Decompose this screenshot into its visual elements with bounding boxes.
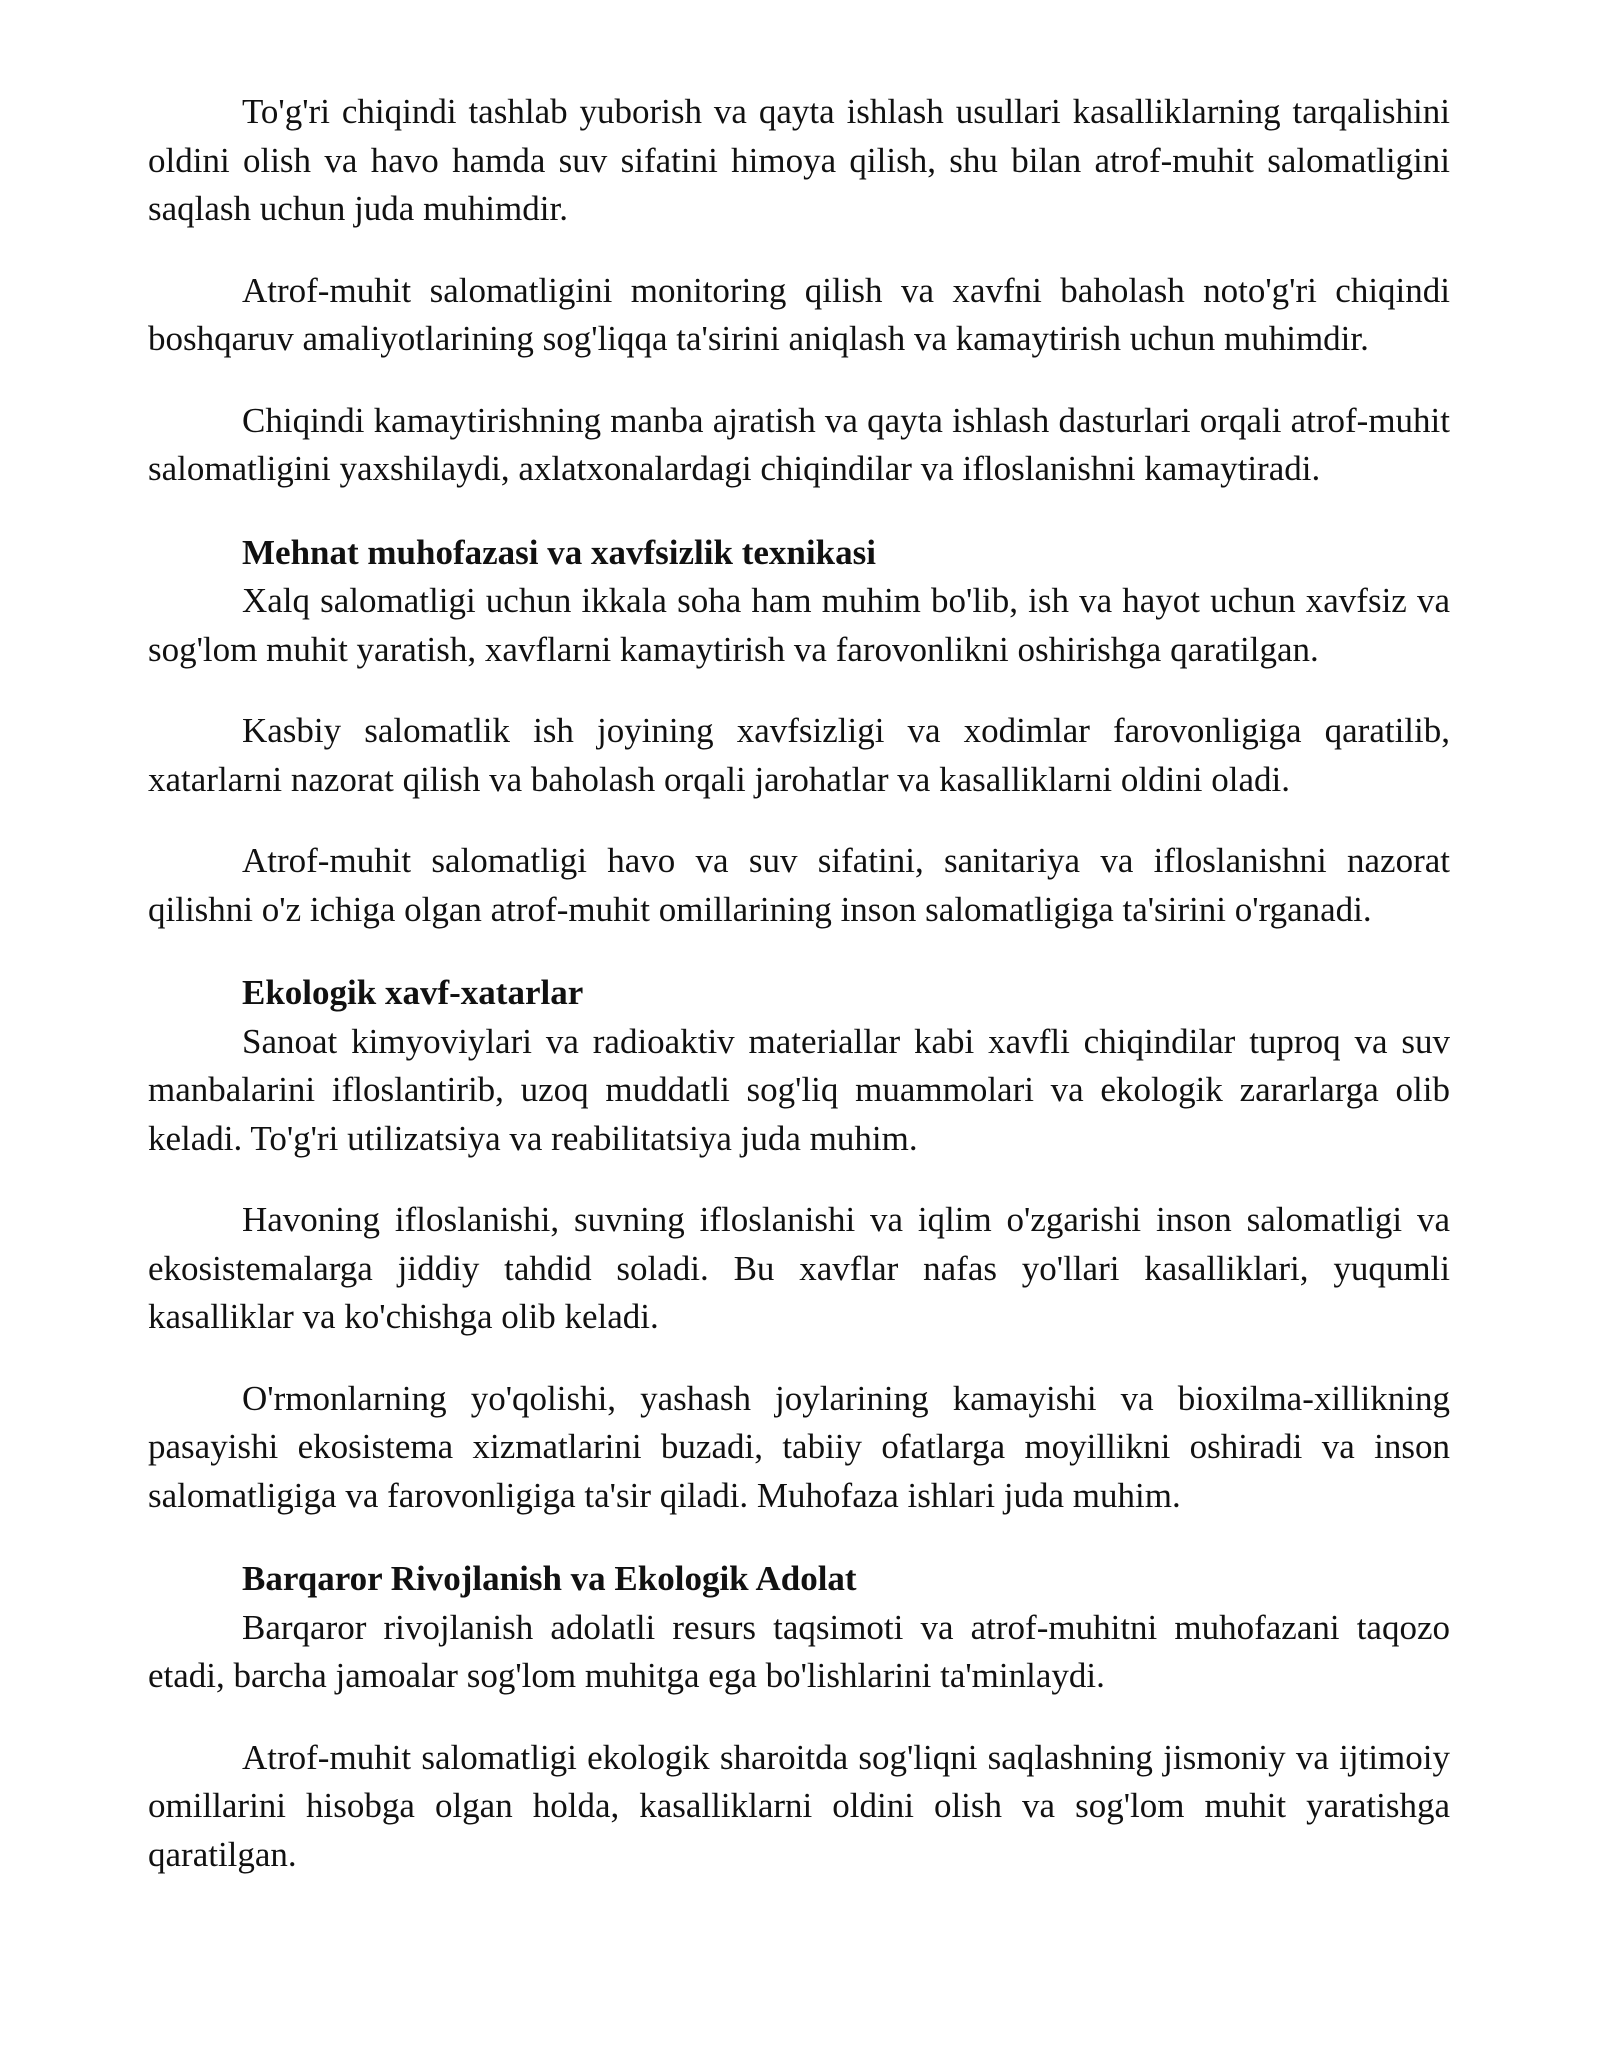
paragraph-occupational-health: Kasbiy salomatlik ish joyining xavfsizligi va xodimlar farovonligiga qaratilib, xatarlarni nazorat qilish va baholash orqali jarohatlar va kasalliklarni oldini oladi. <box>148 711 1450 799</box>
paragraph-ecological-conditions: Atrof-muhit salomatligi ekologik sharoitda sog'liqni saqlashning jismoniy va ijtimoiy omillarini hisobga olgan holda, kasalliklarni oldini olish va sog'lom muhit yaratishga qaratilgan. <box>148 1737 1450 1874</box>
section-heading-occupational-safety: Mehnat muhofazasi va xavfsizlik texnikasi <box>242 532 876 572</box>
section-heading-sustainable-development: Barqaror Rivojlanish va Ekologik Adolat <box>242 1559 857 1598</box>
paragraph-sustainable-development: Barqaror rivojlanish adolatli resurs taqsimoti va atrof-muhitni muhofazani taqozo etadi, barcha jamoalar sog'lom muhitga ega bo'lishlarini ta'minlaydi. <box>148 1607 1450 1695</box>
paragraph-public-health: Xalq salomatligi uchun ikkala soha ham muhim bo'lib, ish va hayot uchun xavfsiz va sog'lom muhit yaratish, xavflarni kamaytirish va farovonlikni oshirishga qaratilgan. <box>148 581 1450 669</box>
paragraph-hazardous-waste: Sanoat kimyoviylari va radioaktiv materiallar kabi xavfli chiqindilar tuproq va suv manbalarini ifloslantirib, uzoq muddatli sog'liq muammolari va ekologik zararlarga olib keladi. To'g'ri utilizatsiya va reabilitatsiya juda muhim. <box>148 1021 1450 1158</box>
paragraph-health-monitoring: Atrof-muhit salomatligini monitoring qilish va xavfni baholash noto'g'ri chiqindi boshqaruv amaliyotlarining sog'liqqa ta'sirini aniqlash va kamaytirish uchun muhimdir. <box>148 270 1450 358</box>
paragraph-waste-disposal: To'g'ri chiqindi tashlab yuborish va qayta ishlash usullari kasalliklarning tarqalishini oldini olish va havo hamda suv sifatini himoya qilish, shu bilan atrof-muhit salomatligini saqlash uchun juda muhimdir. <box>148 92 1450 228</box>
paragraph-waste-reduction: Chiqindi kamaytirishning manba ajratish va qayta ishlash dasturlari orqali atrof-muhit salomatligini yaxshilaydi, axlatxonalardagi chiqindilar va ifloslanishni kamaytiradi. <box>148 400 1450 488</box>
paragraph-pollution-climate: Havoning ifloslanishi, suvning ifloslanishi va iqlim o'zgarishi inson salomatligi va ekosistemalarga jiddiy tahdid soladi. Bu xavflar nafas yo'llari kasalliklari, yuqumli kasalliklar va ko'chishga olib keladi. <box>148 1200 1450 1336</box>
section-heading-ecological-hazards: Ekologik xavf-xatarlar <box>242 973 584 1012</box>
paragraph-deforestation: O'rmonlarning yo'qolishi, yashash joylarining kamayishi va bioxilma-xillikning pasayishi ekosistema xizmatlarini buzadi, tabiiy ofatlarga moyillikni oshiradi va inson salomatligiga va farovonligiga ta'sir qiladi. Muhofaza ishlari juda muhim. <box>148 1378 1450 1515</box>
document-page <box>148 88 1450 1912</box>
paragraph-environmental-health: Atrof-muhit salomatligi havo va suv sifatini, sanitariya va ifloslanishni nazorat qilishni o'z ichiga olgan atrof-muhit omillarining inson salomatligiga ta'sirini o'rganadi. <box>148 841 1450 929</box>
